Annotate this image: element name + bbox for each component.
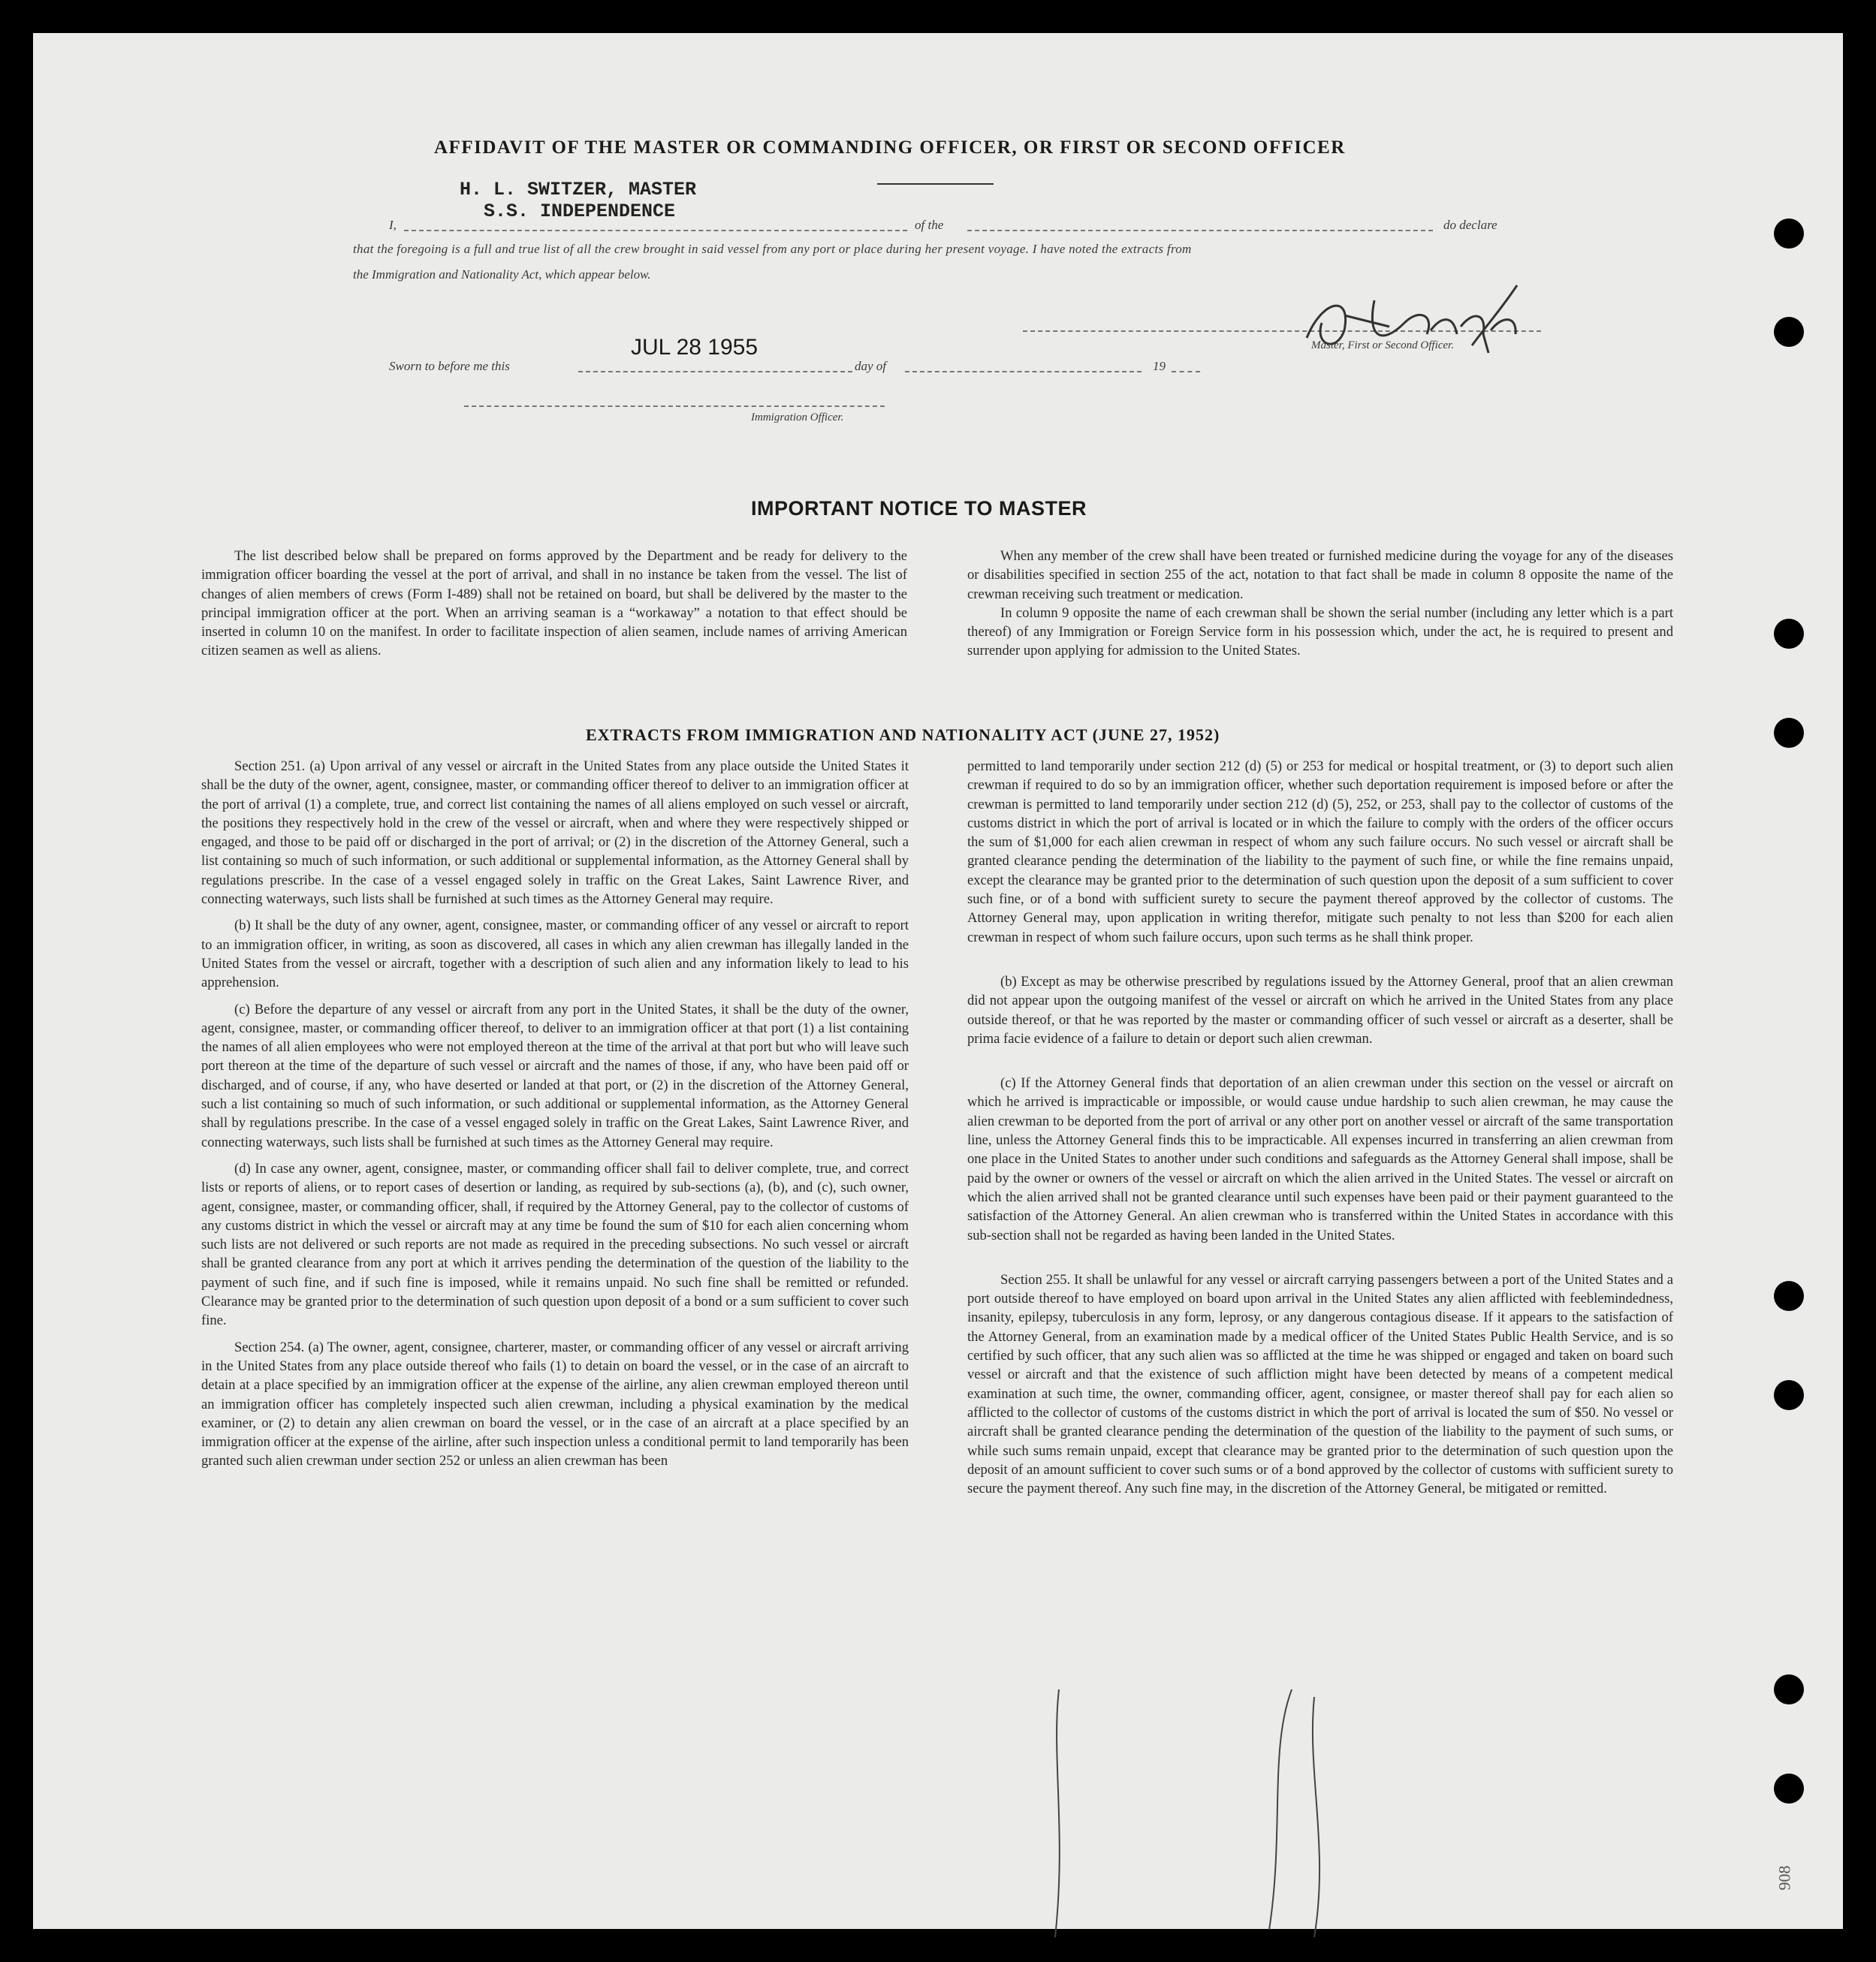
binder-hole [1774,317,1804,347]
notice-left-paragraph: The list described below shall be prepared on forms approved by the Department and be ready for delivery to the immigration officer boarding the vessel at the port of arrival, and shall in no instance be taken from the vessel. The list of changes of alien members of crews (Form I-489) shall not be retained on board, but shall be delivered by the master to the principal immigration officer at the port. When an arriving seaman is a “workaway” a notation to that effect should be inserted in column 10 on the manifest. In order to facilitate inspection of alien seamen, include names of arriving American citizen seamen as well as aliens. [201,548,907,659]
notice-right-paragraph-1: When any member of the crew shall have been treated or furnished medicine during the voyage for any of the diseases or disabilities specified in section 255 of the act, notation to that fact shall be made in column 8 opposite the name of the crewman receiving such treatment or medication. [967,548,1673,602]
name-line [404,230,907,231]
section-254-b: (b) Except as may be otherwise prescribed by regulations issued by the Attorney General, proof that an alien crewman did not appear upon the outgoing manifest of the vessel or aircraft on which he arrived in the United States from any place outside thereof, or that he was reported by the master or commanding officer of such vessel or aircraft as a deserter, shall be prima facie evidence of a failure to detain or deport such alien crewman. [967,973,1673,1047]
section-251-b: (b) It shall be the duty of any owner, agent, consignee, master, or commanding officer of any vessel or aircraft to report to an immigration officer, in writing, as soon as discovered, all cases in which any alien crewman has illegally landed in the United States from the vessel or aircraft, together with a description of such alien and any information likely to lead to his apprehension. [201,918,909,991]
notice-right-paragraph-2: In column 9 opposite the name of each crewman shall be shown the serial number (including any letter which is a part thereof) of any Immigration or Foreign Service form in his possession which, under the act, he is required to present and surrender upon applying for admission to the United States. [967,604,1673,659]
vessel-line [967,230,1433,231]
binder-hole [1774,718,1804,748]
date-stamp: JUL 28 1955 [631,335,759,360]
affidavit-title: AFFIDAVIT OF THE MASTER OR COMMANDING OFFICER, OR FIRST OR SECOND OFFICER [434,137,1346,158]
binder-hole [1774,1380,1804,1410]
binder-hole [1774,1674,1804,1704]
statement-line-1: that the foregoing is a full and true list of all the crew brought in said vessel from any port or place during her present voyage. I have noted the extracts from [353,242,1192,256]
declaration-i-label: I, [389,218,397,232]
sworn-label: Sworn to before me this [389,359,510,373]
pen-scribble-marks [1044,1682,1389,1952]
margin-handwritten-number: 908 [1775,1865,1794,1891]
typed-vessel-name: S.S. INDEPENDENCE [484,200,676,222]
statement-line-2: the Immigration and Nationality Act, which appear below. [353,267,651,282]
binder-hole [1774,219,1804,249]
typed-master-name: H. L. SWITZER, MASTER [460,179,697,200]
year-prefix: 19 [1153,359,1166,373]
section-254-c: (c) If the Attorney General finds that deportation of an alien crewman under this section on the vessel or aircraft on which he arrived is impracticable or impossible, or would cause undue hardship to such alien crewman, he may cause the alien crewman to be deported from the port of arrival or any other port on another vessel or aircraft of the same transportation line, unless the Attorney General finds this to be impracticable. All expenses incurred in transferring an alien crewman from one place in the United States to another under such conditions and safeguards as the Attorney General shall impose, shall be paid by the owner or owners of the vessel or aircraft on which the alien arrived in the United States. The vessel or aircraft on which the alien arrived shall not be granted clearance until such expenses have been paid or their payment guaranteed to the satisfaction of the Attorney General. An alien crewman who is transferred within the United States in accordance with this sub-section shall not be regarded as having been landed in the United States. [967,1075,1673,1243]
year-line [1172,371,1200,372]
extracts-left-column [201,757,909,1478]
day-of-label: day of [855,359,887,373]
section-251-c: (c) Before the departure of any vessel or aircraft from any port in the United States, it shall be the duty of the owner, agent, consignee, master, or commanding officer thereof, to deliver to an immigration officer at that port (1) a list containing the names of all alien employees who were not employed thereon at the time of the arrival at that port but who will leave such port thereon at the time of the departure of such vessel or aircraft and the names of those, if any, who have been paid off or discharged, and of course, if any, who have deserted or landed at that port, or (2) in the discretion of the Attorney General, such a list containing so much of such information, or such additional or supplemental information, as the Attorney General shall by regulations prescribe. In the case of a vessel engaged solely in traffic on the Great Lakes, Saint Lawrence River, and connecting waterways, such lists shall be furnished at such times as the Attorney General may require. [201,1001,909,1150]
extracts-heading: EXTRACTS FROM IMMIGRATION AND NATIONALITY ACT (JUNE 27, 1952) [586,725,1220,744]
of-the-label: of the [915,218,944,232]
signature-caption: Master, First or Second Officer. [1311,339,1454,351]
section-251-d: (d) In case any owner, agent, consignee, master, or commanding officer shall fail to deliver complete, true, and correct lists or reports of aliens, or to report cases of desertion or landing, as required by sub-sections (a), (b), and (c), such owner, agent, consignee, master, or commanding officer, shall, if required by the Attorney General, pay to the collector of customs of any customs district in which the vessel or aircraft may at any time be found the sum of $10 for each alien concerning whom such lists are not delivered or such reports are not made as required in the preceding subsections. No such vessel or aircraft shall be granted clearance from any port at which it arrives pending the determination of the question of the liability to the payment of such fine, and if such fine is imposed, while it remains unpaid. No such fine shall be remitted or refunded. Clearance may be granted prior to the determination of such question upon deposit of a bond or a sum sufficient to cover such fine. [201,1160,909,1329]
do-declare-label: do declare [1443,218,1497,232]
officer-caption: Immigration Officer. [751,411,844,423]
notice-heading: IMPORTANT NOTICE TO MASTER [751,497,1087,520]
sworn-day-line [578,371,852,372]
section-254-a-continued: permitted to land temporarily under section 212 (d) (5) or 253 for medical or hospital treatment, or (3) to deport such alien crewman if required to do so by an immigration officer, whether such deportation requirement is imposed before or after the crewman is permitted to land temporarily under section 212 (d) (5), 252, or 253, shall pay to the collector of customs of the customs district in which the port of arrival is located or in which the failure to comply with the orders of the officer occurs the sum of $1,000 for each alien crewman in respect of whom any such failure occurs. No such vessel or aircraft shall be granted clearance pending the determination of the liability to the payment of such fine, or while the fine remains unpaid, except the clearance may be granted prior to the determination of such question upon the deposit of a sum sufficient to cover such fine, or of a bond with sufficient surety to secure the payment thereof approved by the collector of customs. The Attorney General may, upon application in writing therefor, mitigate such penalty to not less than $200 for each alien crewman in respect of whom such failure occurs, upon such terms as he shall think proper. [967,758,1673,945]
handwritten-signature [1292,270,1562,368]
binder-hole [1774,619,1804,649]
month-line [905,371,1142,372]
section-251-a: Section 251. (a) Upon arrival of any vessel or aircraft in the United States from any place outside the United States it shall be the duty of the owner, agent, consignee, master, or commanding officer thereof to deliver to an immigration officer at the port of arrival (1) a complete, true, and correct list containing the names of all aliens employed on such vessel or aircraft, the positions they respectively hold in the crew of the vessel or aircraft, when and where they were respectively shipped or engaged, and those to be paid off or discharged in the port of arrival; or (2) in the discretion of the Attorney General, such a list containing so much of such information, or such additional or supplemental information, as the Attorney General shall by regulations prescribe. In the case of a vessel engaged solely in traffic on the Great Lakes, Saint Lawrence River, and connecting waterways, such lists shall be furnished at such times as the Attorney General may require. [201,758,909,908]
section-254-a: Section 254. (a) The owner, agent, consignee, charterer, master, or commanding officer of any vessel or aircraft arriving in the United States from any place outside thereof who fails (1) to detain on board the vessel, or in the case of an aircraft to detain at a place specified by an immigration officer at the expense of the airline, any alien crewman employed thereon until an immigration officer has completely inspected such alien crewman, including a physical examination by the medical examiner, or (2) to detain any alien crewman on board the vessel, or in the case of an aircraft at a place specified by an immigration officer at the expense of the airline, after such inspection unless a conditional permit to land temporarily has been granted such alien crewman under section 252 or unless an alien crewman has been [201,1339,909,1469]
extracts-right-column [967,757,1673,1505]
notice-left-column [201,547,907,668]
notice-right-column [967,547,1673,668]
section-255: Section 255. It shall be unlawful for any vessel or aircraft carrying passengers between a port of the United States and a port outside thereof to have employed on board upon arrival in the United States any alien afflicted with feeblemindedness, insanity, epilepsy, tuberculosis in any form, leprosy, or any dangerous contagious disease. If it appears to the satisfaction of the Attorney General, from an examination made by a medical officer of the United States Public Health Service, and is so certified by such officer, that any such alien was so afflicted at the time he was shipped or engaged and taken on board such vessel or aircraft and that the existence of such affliction might have been detected by means of a competent medical examination at such time, the owner, commanding officer, agent, consignee, or master thereof shall pay for each alien so afflicted to the collector of customs of the customs district in which the port of arrival is located the sum of $50. No vessel or aircraft shall be granted clearance pending the determination of the question of the liability to the payment of such sums, or while such sums remain unpaid, except that clearance may be granted prior to the determination of such question upon the deposit of an amount sufficient to cover such sums or of a bond approved by the collector of customs with sufficient surety to secure the payment thereof. Any such fine may, in the discretion of the Attorney General, be mitigated or remitted. [967,1271,1673,1497]
binder-hole [1774,1281,1804,1311]
officer-line [464,405,885,407]
title-rule [877,183,994,185]
binder-hole [1774,1774,1804,1804]
